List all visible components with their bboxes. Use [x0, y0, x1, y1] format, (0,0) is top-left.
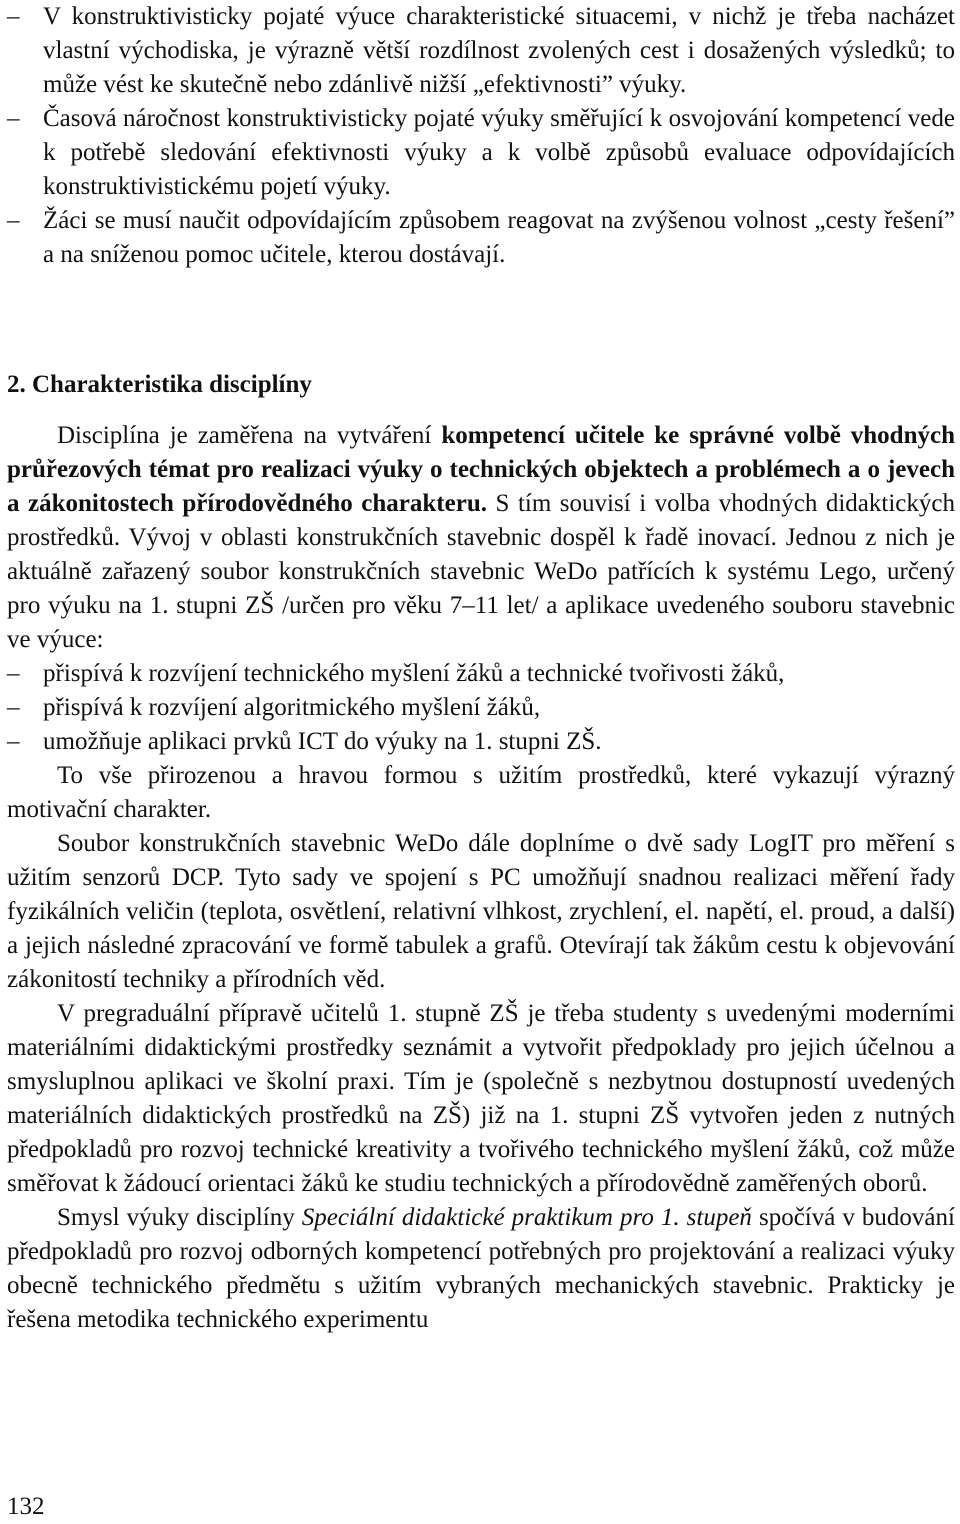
- dash-marker: –: [7, 3, 20, 30]
- dash-marker: –: [7, 728, 20, 755]
- dash-marker: –: [7, 660, 20, 687]
- list-item: [7, 657, 955, 691]
- bullet-text: Časová náročnost konstruktivisticky pojaté výuky směřující k osvojování kompetencí vede k potřebě sledování efektivnosti výuky a k volbě způsobů evaluace odpovídajících konstruktivistickému pojetí výuky.: [43, 105, 955, 200]
- purpose-text-start: Smysl výuky disciplíny: [57, 1204, 302, 1231]
- bullet-text: přispívá k rozvíjení technického myšlení žáků a technické tvořivosti žáků,: [43, 660, 785, 687]
- bullet-text: umožňuje aplikaci prvků ICT do výuky na 1. stupni ZŠ.: [43, 728, 602, 755]
- dash-marker: –: [7, 694, 20, 721]
- top-bullet-section: [7, 0, 955, 272]
- intro-bold-text: kompetencí učitele ke správné volbě vhodných průřezových témat pro realizaci výuky o technických objektech a problémech a o jevech a zákonitostech přírodovědného charakteru.: [7, 422, 955, 517]
- list-item: [7, 0, 955, 102]
- list-item: [7, 102, 955, 204]
- paragraph-purpose: [7, 1201, 955, 1337]
- course-title-italic: Speciální didaktické praktikum pro 1. stupeň: [301, 1204, 752, 1231]
- section-body: [7, 419, 955, 1337]
- intro-text-end: S tím souvisí i volba vhodných didaktických prostředků. Vývoj v oblasti konstrukčních stavebnic dospěl k řadě inovací. Jednou z nich je aktuálně zařazený soubor konstrukčních stavebnic WeDo patřících k systému Lego, určený pro výuku na 1. stupni ZŠ /určen pro věku 7–11 let/ a aplikace uvedeného souboru stavebnic ve výuce:: [7, 490, 955, 653]
- intro-text-start: Disciplína je zaměřena na vytváření: [57, 422, 442, 449]
- page-number: 132: [7, 1493, 45, 1520]
- intro-paragraph: [7, 419, 955, 657]
- list-item: [7, 204, 955, 272]
- bullet-text: Žáci se musí naučit odpovídajícím způsobem reagovat na zvýšenou volnost „cesty řešení” a na sníženou pomoc učitele, kterou dostávají.: [43, 207, 955, 268]
- dash-marker: –: [7, 105, 20, 132]
- list-item: [7, 691, 955, 725]
- mid-bullet-list: [7, 657, 955, 759]
- bullet-text: V konstruktivisticky pojaté výuce charakteristické situacemi, v nichž je třeba nacházet vlastní východiska, je výrazně větší rozdílnost zvolených cest i dosažených výsledků; to může vést ke skutečně nebo zdánlivě nižší „efektivnosti” výuky.: [43, 3, 955, 98]
- dash-marker: –: [7, 207, 20, 234]
- bullet-text: přispívá k rozvíjení algoritmického myšlení žáků,: [43, 694, 541, 721]
- top-bullet-list: [7, 0, 955, 272]
- paragraph-logit: Soubor konstrukčních stavebnic WeDo dále doplníme o dvě sady LogIT pro měření s užitím senzorů DCP. Tyto sady ve spojení s PC umožňují snadnou realizaci měření řady fyzikálních veličin (teplota, osvětlení, relativní vlhkost, zrychlení, el. napětí, el. proud, a další) a jejich následné zpracování ve formě tabulek a grafů. Otevírají tak žákům cestu k objevování zákonitostí techniky a přírodních věd.: [7, 830, 955, 993]
- paragraph-motivation: To vše přirozenou a hravou formou s užitím prostředků, které vykazují výrazný motivační charakter.: [7, 762, 955, 823]
- purpose-text-end: spočívá v budování předpokladů pro rozvoj odborných kompetencí potřebných pro projektování a realizaci výuky obecně technického předmětu s užitím vybraných mechanických stavebnic. Prakticky je řešena metodika technického experimentu: [7, 1204, 955, 1333]
- list-item: [7, 725, 955, 759]
- section-heading: 2. Charakteristika disciplíny: [7, 371, 312, 398]
- paragraph-pregradual: V pregraduální přípravě učitelů 1. stupně ZŠ je třeba studenty s uvedenými moderními materiálními didaktickými prostředky seznámit a vytvořit předpoklady pro jejich účelnou a smysluplnou aplikaci ve školní praxi. Tím je (společně s nezbytnou dostupností uvedených materiálních didaktických prostředků na ZŠ) již na 1. stupni ZŠ vytvořen jeden z nutných předpokladů pro rozvoj technické kreativity a tvořivého technického myšlení žáků, což může směřovat k žádoucí orientaci žáků ke studiu technických a přírodovědně zaměřených oborů.: [7, 1000, 955, 1197]
